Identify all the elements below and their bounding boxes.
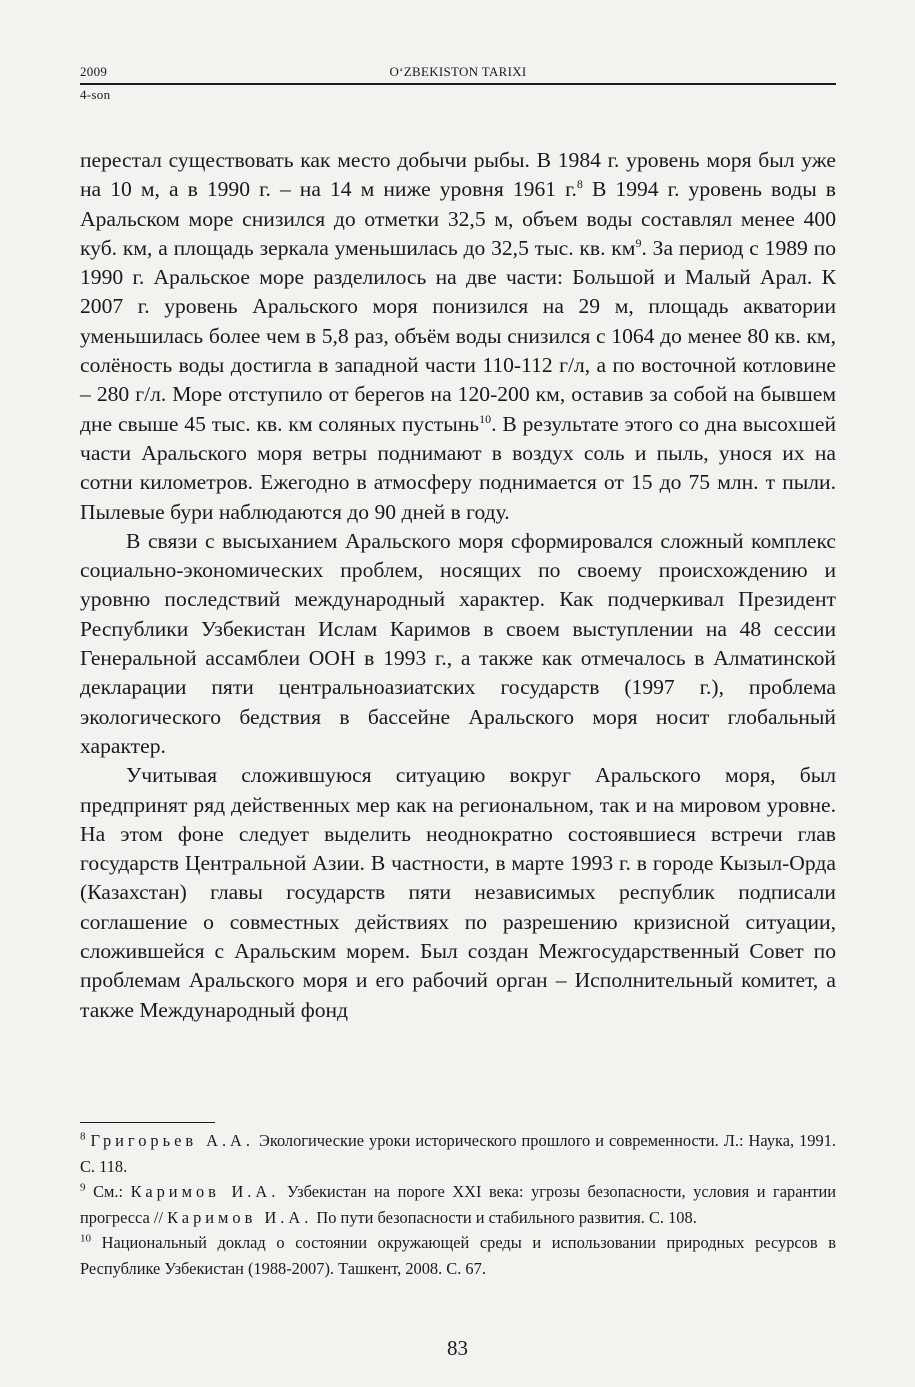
paragraph-2: В связи с высыханием Аральского моря сформировался сложный комплекс социально-экономических проблем, носящих по своему происхождению и уровню последствий международный характер. Как подчеркивал Президент Республики Узбекистан Ислам Каримов в своем выступлении на 48 сессии Генеральной ассамблеи ООН в 1993 г., а также как отмечалось в Алматинской декларации пяти центральноазиатских государств (1997 г.), проблема экологического бедствия в бассейне Аральского моря носит глобальный характер. (80, 528, 836, 758)
footnote-author: Григорьев А.А. (90, 1131, 254, 1150)
footnote-ref-9: 9 (635, 235, 642, 250)
footnote-ref-8: 8 (576, 177, 583, 192)
footnote-8: $^8$ Григорьев А.А. Экологические уроки исторического прошлого и современности. Л.: Наука, 1991. С. 118. (80, 1130, 836, 1176)
main-text (80, 146, 836, 1025)
running-header (80, 64, 836, 103)
footnote-author: Каримов И.А. (167, 1207, 313, 1227)
page-number: 83 (447, 1336, 468, 1360)
footnote-10: $^{10}$ Национальный доклад о состоянии окружающей среды и использовании природных ресурсов в Республике Узбекистан (1988-2007). Ташкент, 2008. С. 67. (80, 1232, 836, 1278)
footnote-ref-10: 10 (479, 411, 492, 426)
journal-title: O‘ZBEKISTON TARIXI (389, 64, 527, 79)
header-issue: 4-son (80, 87, 111, 102)
footnote-9: $^9$ См.: Каримов И.А. Узбекистан на пороге XXI века: угрозы безопасности, условия и гарантии прогресса // Каримов И.А. По пути безопасности и стабильного развития. С. 108. (80, 1181, 836, 1227)
footnote-rule (80, 1122, 215, 1123)
footnote-author: Каримов И.А. (130, 1182, 280, 1201)
footnotes (80, 1128, 836, 1281)
paragraph-1: перестал существовать как место добычи рыбы. В 1984 г. уровень моря был уже на 10 м, а в 1990 г. – на 14 м ниже уровня 1961 г.$^8$ В 1994 г. уровень воды в Аральском море снизился до отметки 32,5 м, объем воды составлял менее 400 куб. км, а площадь зеркала уменьшилась до 32,5 тыс. кв. $км^9$. За период с 1989 по 1990 г. Аральское море разделилось на две части: Большой и Малый Арал. К 2007 г. уровень Аральского моря понизился на 29 м, площадь акватории уменьшилась более чем в 5,8 раз, объём воды снизился с 1064 до менее 80 кв. км, солёность воды достигла в западной части 110-112 г/л, а по восточной котловине – 280 г/л. Море отступило от берегов на 120-200 км, оставив за собой на бывшем дне свыше 45 тыс. кв. км соляных пустынь$^{10}$. В результате этого со дна высохшей части Аральского моря ветры поднимают в воздух соль и пыль, унося их на сотни километров. Ежегодно в атмосферу поднимается от 15 до 75 млн. т пыли. Пылевые бури наблюдаются до 90 дней в году. (80, 148, 836, 524)
header-rule (80, 83, 836, 85)
header-year: 2009 (80, 64, 108, 79)
paragraph-3: Учитывая сложившуюся ситуацию вокруг Аральского моря, был предпринят ряд действенных мер как на региональном, так и на мировом уровне. На этом фоне следует выделить неоднократно состоявшиеся встречи глав государств Центральной Азии. В частности, в марте 1993 г. в городе Кызыл-Орда (Казахстан) главы государств пяти независимых республик подписали соглашение о совместных действиях по разрешению кризисной ситуации, сложившейся с Аральским морем. Был создан Межгосударственный Совет по проблемам Аральского моря и его рабочий орган – Исполнительный комитет, а также Международный фонд (80, 763, 836, 1022)
